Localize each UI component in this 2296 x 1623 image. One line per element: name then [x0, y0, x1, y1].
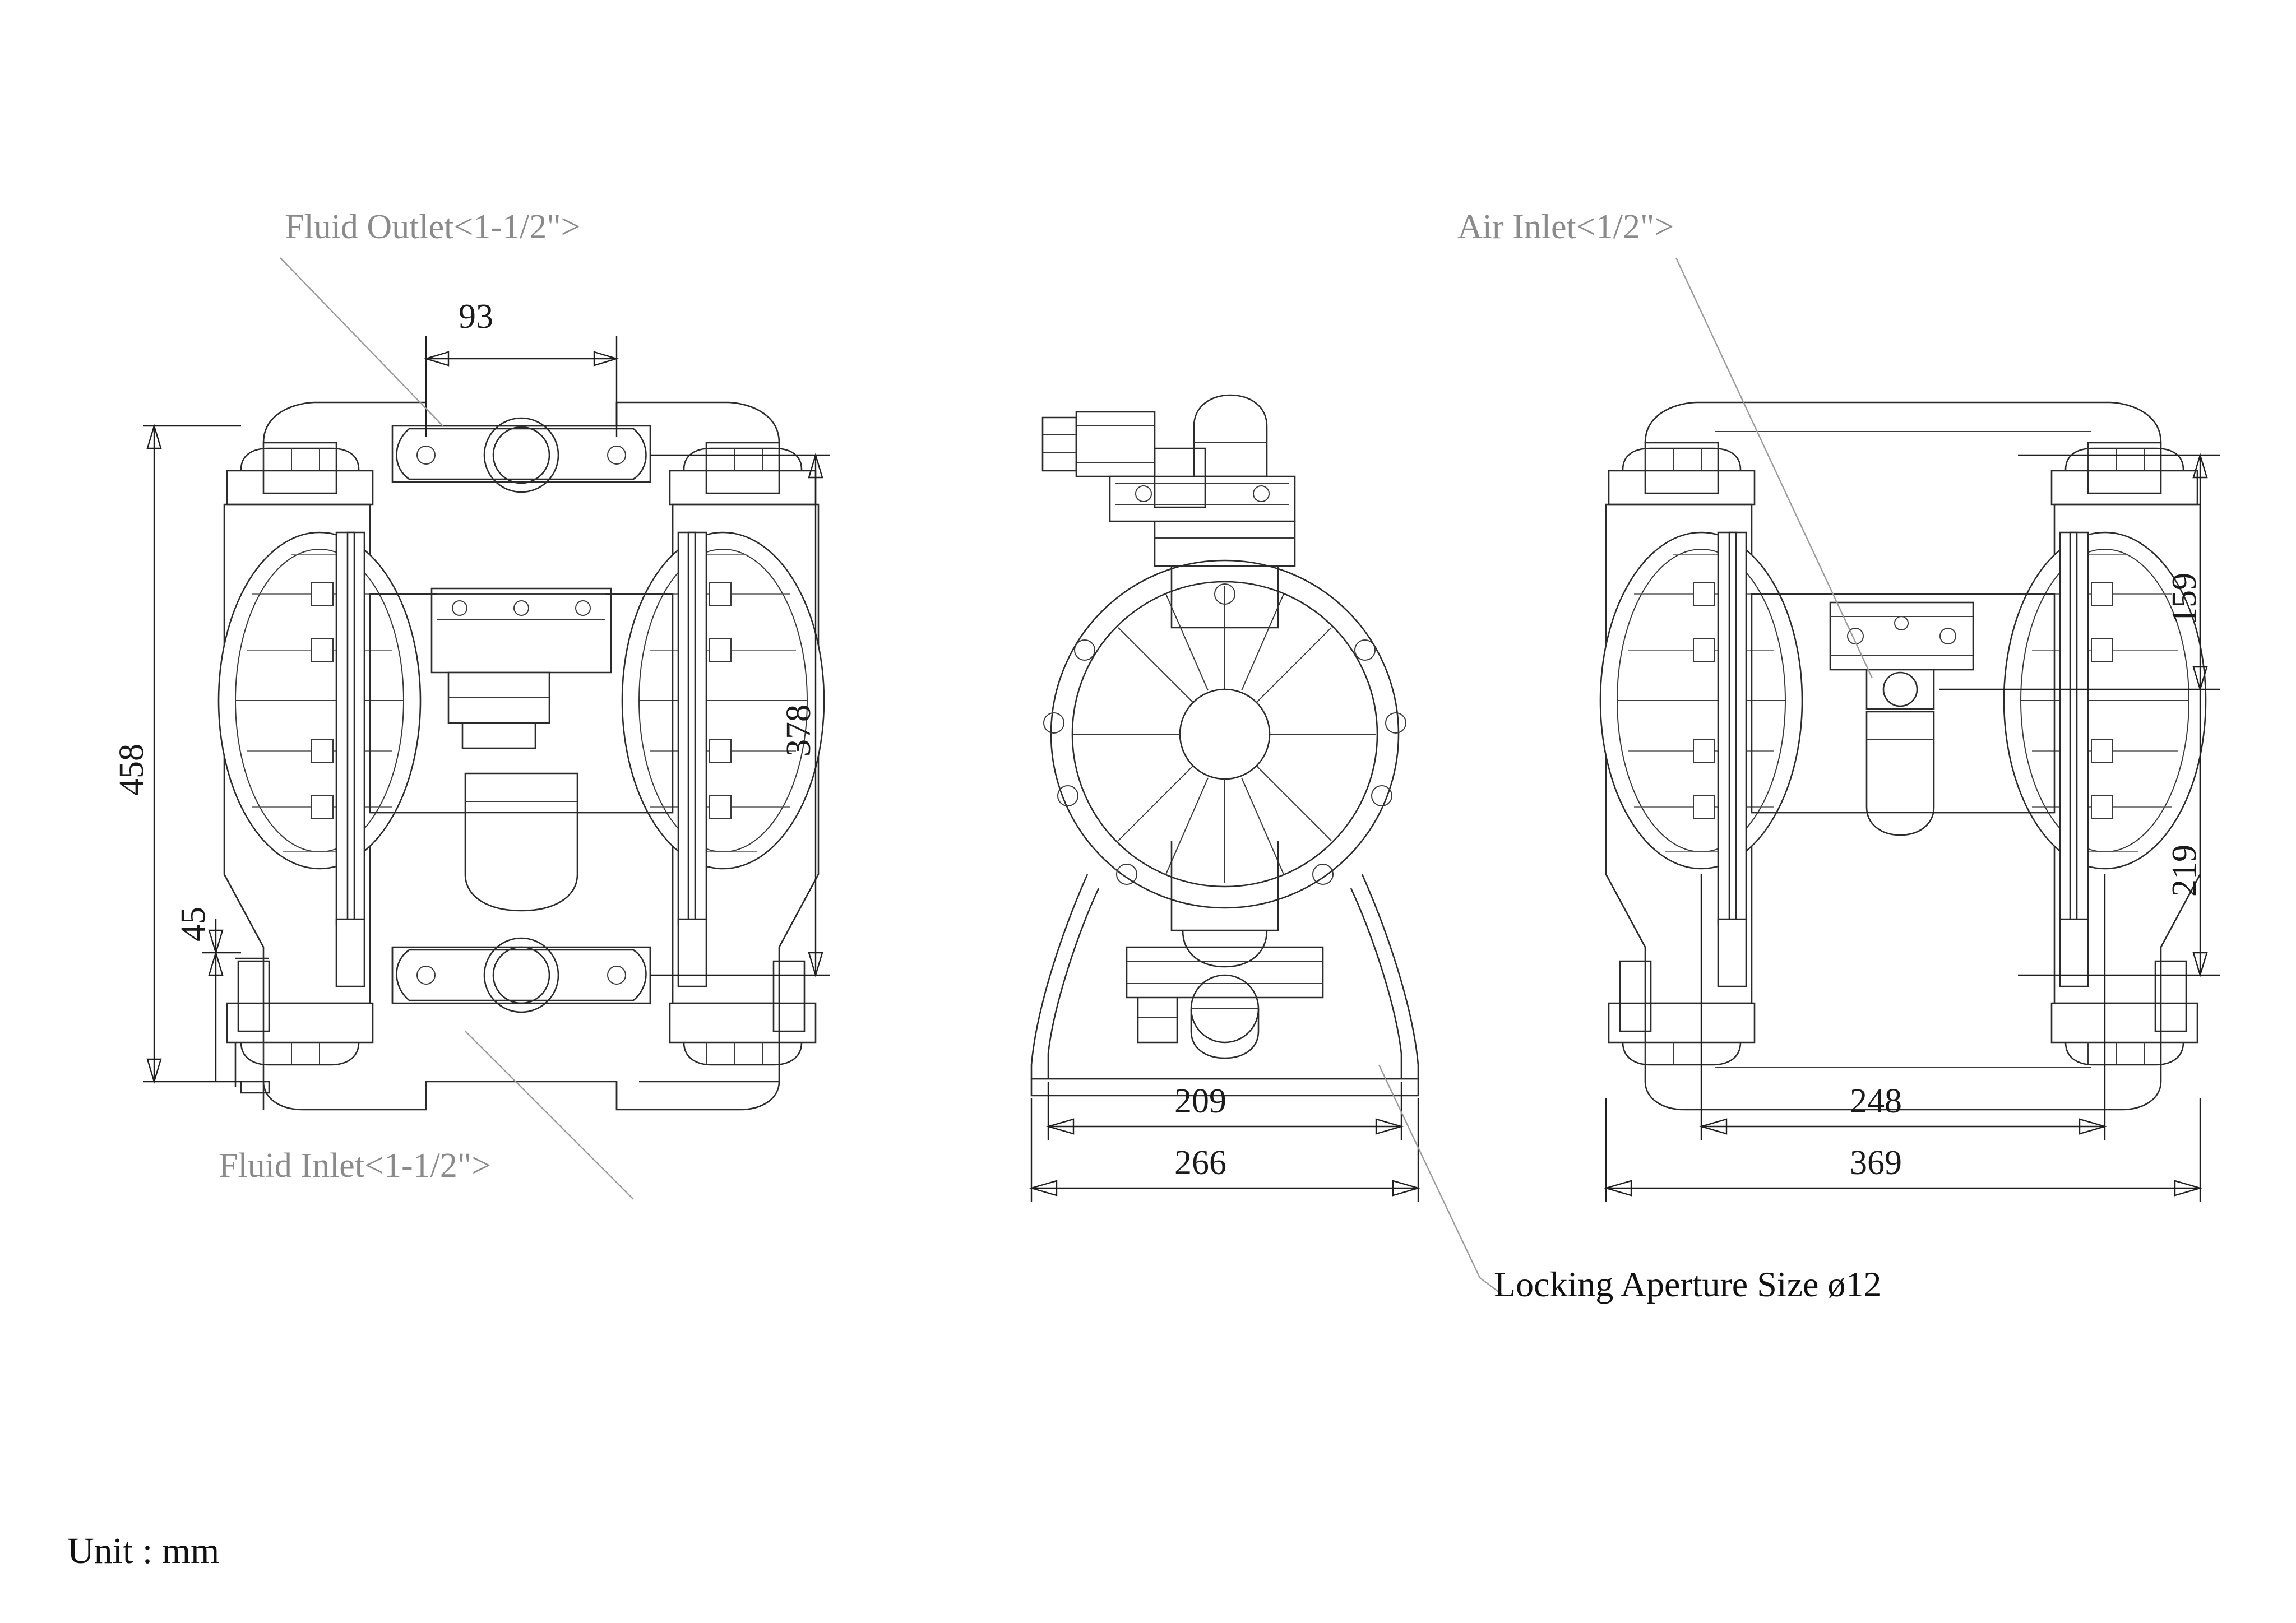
dim-outlet-flange-width: 93 [459, 298, 493, 336]
dim-port-to-port-height: 378 [780, 704, 818, 757]
dim-overall-width: 369 [1850, 1144, 1902, 1182]
dim-centre-to-base-height: 219 [2165, 845, 2204, 897]
unit-note: Unit : mm [67, 1531, 220, 1571]
callout-air-inlet: Air Inlet<1/2"> [1457, 208, 1674, 246]
dim-base-to-inlet-height: 45 [174, 907, 212, 942]
side-view-geometry [1031, 395, 1418, 1096]
dim-air-inlet-height: 159 [2165, 573, 2204, 625]
dim-chamber-spacing: 248 [1850, 1082, 1902, 1120]
callout-fluid-outlet: Fluid Outlet<1-1/2"> [285, 208, 581, 246]
dim-overall-height: 458 [113, 744, 151, 796]
locking-aperture-leader [1379, 1065, 1502, 1295]
callout-locking-aperture: Locking Aperture Size ø12 [1494, 1264, 1882, 1304]
rear-view-geometry [1600, 402, 2206, 1110]
callout-fluid-inlet: Fluid Inlet<1-1/2"> [219, 1147, 492, 1185]
front-view-foot-detail [235, 953, 804, 1031]
dim-foot-width: 266 [1174, 1144, 1226, 1182]
dim-foot-hole-spacing: 209 [1174, 1082, 1226, 1120]
